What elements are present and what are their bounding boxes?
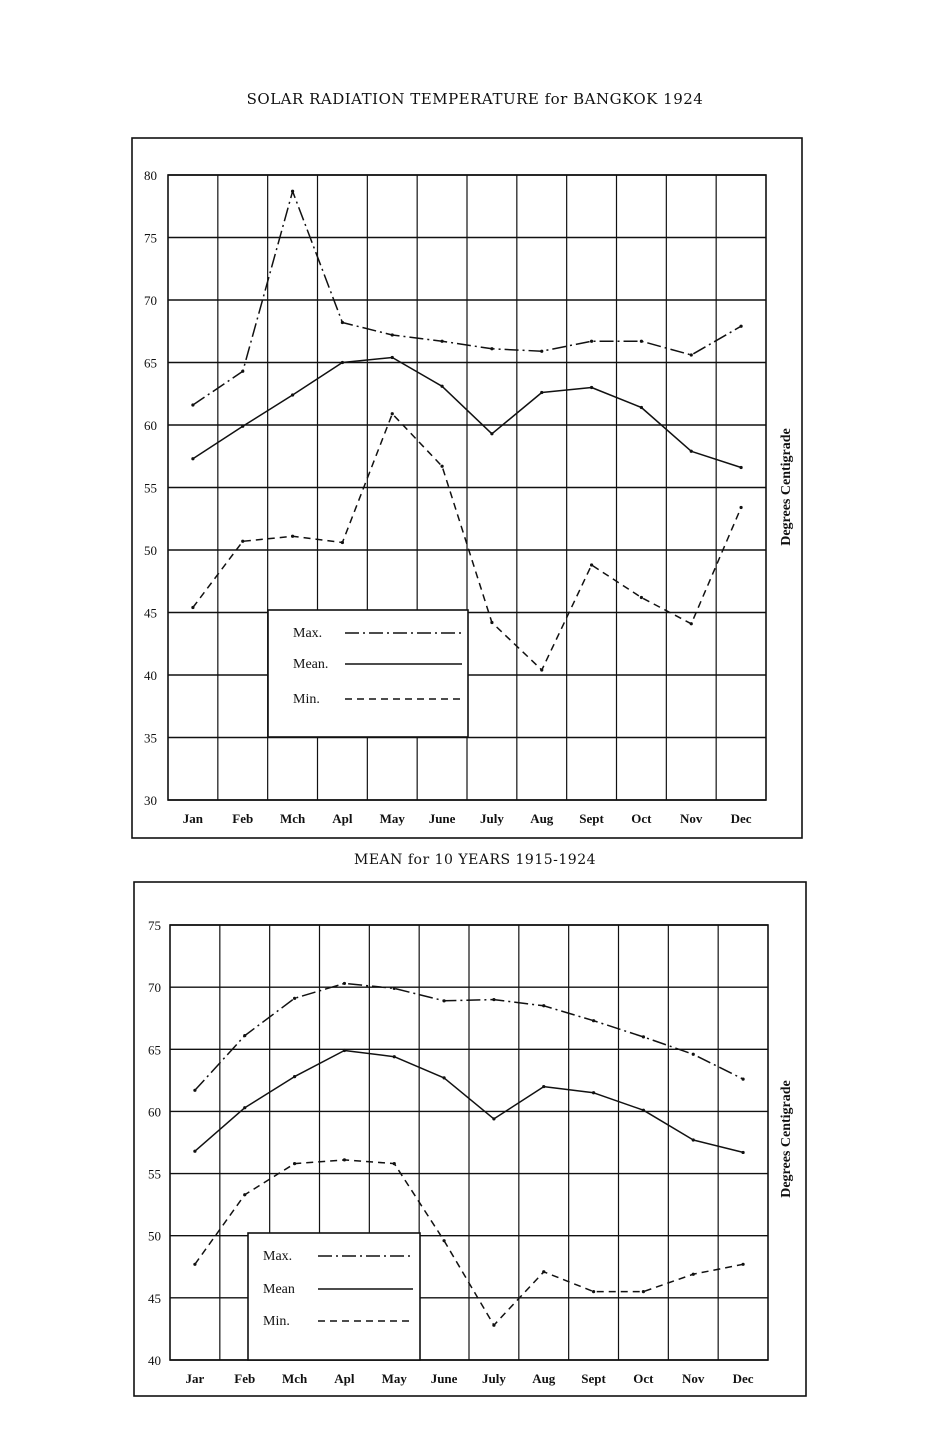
chart-1-ytick-label: 55 xyxy=(144,480,157,496)
chart-1-xtick-label: Dec xyxy=(730,811,752,826)
chart-1-xtick-label: Oct xyxy=(631,811,652,826)
chart-2-series-2-point xyxy=(343,1049,346,1052)
chart-2-series-2-point xyxy=(741,1151,744,1154)
chart-2-ytick-label: 65 xyxy=(148,1042,161,1058)
chart-1-xtick-label: Mch xyxy=(279,811,306,826)
chart-1-ytick-label: 70 xyxy=(144,293,157,308)
chart-1-xtick-label: Nov xyxy=(680,811,703,826)
chart-2-series-3-point xyxy=(692,1273,695,1276)
chart-1-ytick-label: 50 xyxy=(144,543,157,558)
chart-2-xtick-label: Nov xyxy=(682,1371,705,1386)
chart-1-ytick-label: 40 xyxy=(144,668,157,683)
chart-2-xtick-label: Apl xyxy=(334,1371,355,1386)
chart-1-xtick-label: Feb xyxy=(232,811,254,826)
chart-2-series-2-point xyxy=(692,1138,695,1141)
chart-2-series-3-point xyxy=(393,1162,396,1165)
chart-2-series-1-point xyxy=(692,1053,695,1056)
chart-1-ytick-label: 45 xyxy=(144,605,157,621)
chart-2-xtick-label: May xyxy=(381,1371,407,1386)
chart-2-series-1-point xyxy=(592,1019,595,1022)
chart-2-legend-label: Mean xyxy=(263,1282,295,1297)
chart-2-xtick-label: Mch xyxy=(281,1371,308,1386)
chart-2-series-1-point xyxy=(293,997,296,1000)
chart-2-series-3-point xyxy=(642,1290,645,1293)
chart-2-xtick-label: Jar xyxy=(185,1371,205,1386)
chart-2-xtick-label: June xyxy=(430,1371,458,1386)
chart-1-legend-label: Min. xyxy=(293,692,320,707)
chart-1-xtick-label: Jan xyxy=(182,811,204,826)
chart-2-series-1-point xyxy=(741,1078,744,1081)
chart-1-xtick-label: Sept xyxy=(579,811,604,826)
chart-1-ytick-label: 75 xyxy=(144,230,157,246)
chart-2-series-1-point xyxy=(343,982,346,985)
chart-1-xtick-label: Aug xyxy=(530,811,554,826)
chart-2-series-2-point xyxy=(642,1109,645,1112)
chart-2-frame xyxy=(134,882,806,1396)
chart-2-series-2-point xyxy=(393,1055,396,1058)
chart-1-legend-label: Mean. xyxy=(293,657,329,672)
chart-2-series-1-point xyxy=(642,1035,645,1038)
chart-1-legend-label: Max. xyxy=(293,626,323,641)
chart-2-series-2-point xyxy=(293,1075,296,1078)
chart-2-series-3-point xyxy=(741,1263,744,1266)
chart-2-xtick-label: Sept xyxy=(581,1371,606,1386)
chart-2-xtick-label: July xyxy=(481,1371,506,1386)
chart-2-series-3-point xyxy=(542,1270,545,1273)
chart-2-ytick-label: 40 xyxy=(148,1353,161,1368)
chart-2-xtick-label: Aug xyxy=(532,1371,556,1386)
chart-1-xtick-label: May xyxy=(379,811,405,826)
chart-2-series-3-point xyxy=(243,1193,246,1196)
chart-2-series-1-point xyxy=(542,1004,545,1007)
chart-2-series-2-point xyxy=(492,1117,495,1120)
chart-1-ytick-label: 35 xyxy=(144,730,157,746)
chart-1-xtick-label: July xyxy=(479,811,504,826)
chart-1-title: SOLAR RADIATION TEMPERATURE for BANGKOK 1924 xyxy=(246,90,704,108)
chart-1-xtick-label: June xyxy=(428,811,456,826)
chart-2-title: MEAN for 10 YEARS 1915-1924 xyxy=(353,852,597,868)
chart-2-series-1-point xyxy=(243,1034,246,1037)
chart-2-legend-label: Min. xyxy=(263,1314,290,1329)
chart-2-series-3-point xyxy=(442,1239,445,1242)
chart-2-series-1-point xyxy=(442,999,445,1002)
chart-1-ytick-label: 30 xyxy=(144,793,157,808)
chart-2-series-2-point xyxy=(542,1085,545,1088)
chart-1-ytick-label: 80 xyxy=(144,168,157,183)
chart-2-series-2-point xyxy=(592,1091,595,1094)
chart-2-series-3-point xyxy=(343,1158,346,1161)
chart-2-ytick-label: 60 xyxy=(148,1104,161,1120)
chart-2-legend-label: Max. xyxy=(263,1249,293,1264)
chart-2-series-3-point xyxy=(293,1162,296,1165)
chart-2-ytick-label: 70 xyxy=(148,980,161,996)
chart-2-y-axis-label: Degrees Centigrade xyxy=(779,1080,794,1198)
chart-2-series-2-point xyxy=(243,1106,246,1109)
chart-1-ytick-label: 65 xyxy=(144,355,157,371)
chart-2-series-3-point xyxy=(592,1290,595,1293)
chart-2-ytick-label: 45 xyxy=(148,1290,161,1306)
chart-2-ytick-label: 75 xyxy=(148,918,161,933)
chart-2-series-2-point xyxy=(442,1076,445,1079)
chart-1-xtick-label: Apl xyxy=(332,811,353,826)
chart-2-series-1-point xyxy=(393,987,396,990)
chart-2-series-1-point xyxy=(193,1089,196,1092)
chart-2-ytick-label: 50 xyxy=(148,1228,161,1244)
chart-2-series-2-point xyxy=(193,1150,196,1153)
chart-2-series-3-point xyxy=(492,1324,495,1327)
chart-2-ytick-label: 55 xyxy=(148,1166,161,1182)
chart-2-xtick-label: Oct xyxy=(633,1371,654,1386)
chart-1-y-axis-label: Degrees Centigrade xyxy=(779,428,794,546)
chart-2-series-1-point xyxy=(492,998,495,1001)
chart-2-xtick-label: Feb xyxy=(234,1371,256,1386)
chart-2-series-3-point xyxy=(193,1263,196,1266)
chart-1-ytick-label: 60 xyxy=(144,418,157,433)
chart-2-xtick-label: Dec xyxy=(732,1371,754,1386)
